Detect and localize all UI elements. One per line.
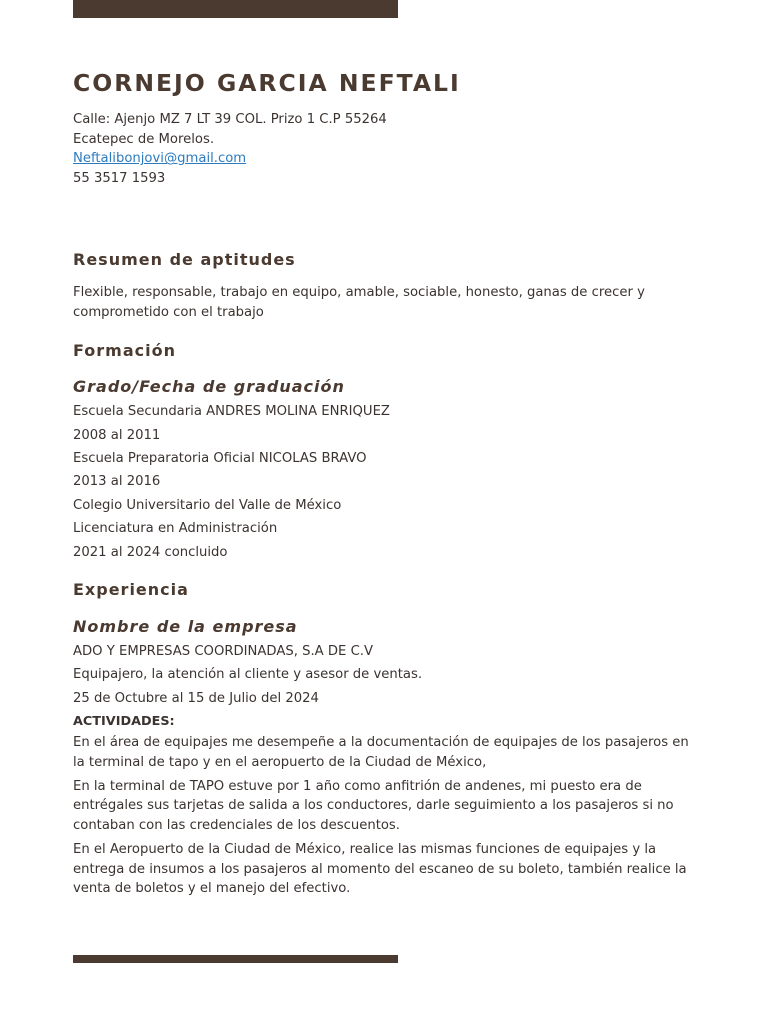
education-line: 2008 al 2011 <box>73 427 161 443</box>
experience-subheading: Nombre de la empresa <box>73 617 298 637</box>
contact-block <box>73 110 698 189</box>
skills-heading: Resumen de aptitudes <box>73 249 296 269</box>
activity-item: En el Aeropuerto de la Ciudad de México, realice las mismas funciones de equipajes y la entrega de insumos a los pasajeros al momento del escaneo de su boleto, también realice la venta de boletos y el manejo del efectivo. <box>73 841 687 897</box>
education-list <box>73 400 698 564</box>
education-heading: Formación <box>73 341 176 361</box>
education-line: 2021 al 2024 concluido <box>73 544 228 560</box>
job-dates: 25 de Octubre al 15 de Julio del 2024 <box>73 690 319 706</box>
top-decorative-bar <box>73 0 398 18</box>
bottom-decorative-bar <box>73 955 398 963</box>
experience-heading: Experiencia <box>73 580 189 600</box>
experience-details <box>73 640 698 899</box>
job-role: Equipajero, la atención al cliente y asesor de ventas. <box>73 667 423 683</box>
address-line-1: Calle: Ajenjo MZ 7 LT 39 COL. Prizo 1 C.P 55264 <box>73 112 387 127</box>
education-line: Licenciatura en Administración <box>73 521 278 537</box>
company-name: ADO Y EMPRESAS COORDINADAS, S.A DE C.V <box>73 644 373 660</box>
activity-item: En la terminal de TAPO estuve por 1 año como anfitrión de andenes, mi puesto era de entrégales sus tarjetas de salida a los conductores, darle seguimiento a los pasajeros si no contaban con las credenciales de los descuentos. <box>73 778 674 834</box>
activities-label: ACTIVIDADES: <box>73 714 175 730</box>
education-line: 2013 al 2016 <box>73 474 161 490</box>
education-line: Escuela Secundaria ANDRES MOLINA ENRIQUEZ <box>73 404 390 420</box>
skills-text: Flexible, responsable, trabajo en equipo, amable, sociable, honesto, ganas de crecer y comprometido con el trabajo <box>73 284 645 320</box>
education-line: Escuela Preparatoria Oficial NICOLAS BRAVO <box>73 451 367 467</box>
education-subheading: Grado/Fecha de graduación <box>73 377 345 397</box>
resume-name: CORNEJO GARCIA NEFTALI <box>73 69 461 97</box>
phone-number: 55 3517 1593 <box>73 171 166 187</box>
resume-content <box>73 66 698 903</box>
education-line: Colegio Universitario del Valle de México <box>73 497 342 513</box>
activity-item: En el área de equipajes me desempeñe a la documentación de equipajes de los pasajeros en la terminal de tapo y en el aeropuerto de la Ciudad de México, <box>73 735 689 770</box>
email-link[interactable]: Neftalibonjovi@gmail.com <box>73 151 247 167</box>
address-line-2: Ecatepec de Morelos. <box>73 131 215 147</box>
